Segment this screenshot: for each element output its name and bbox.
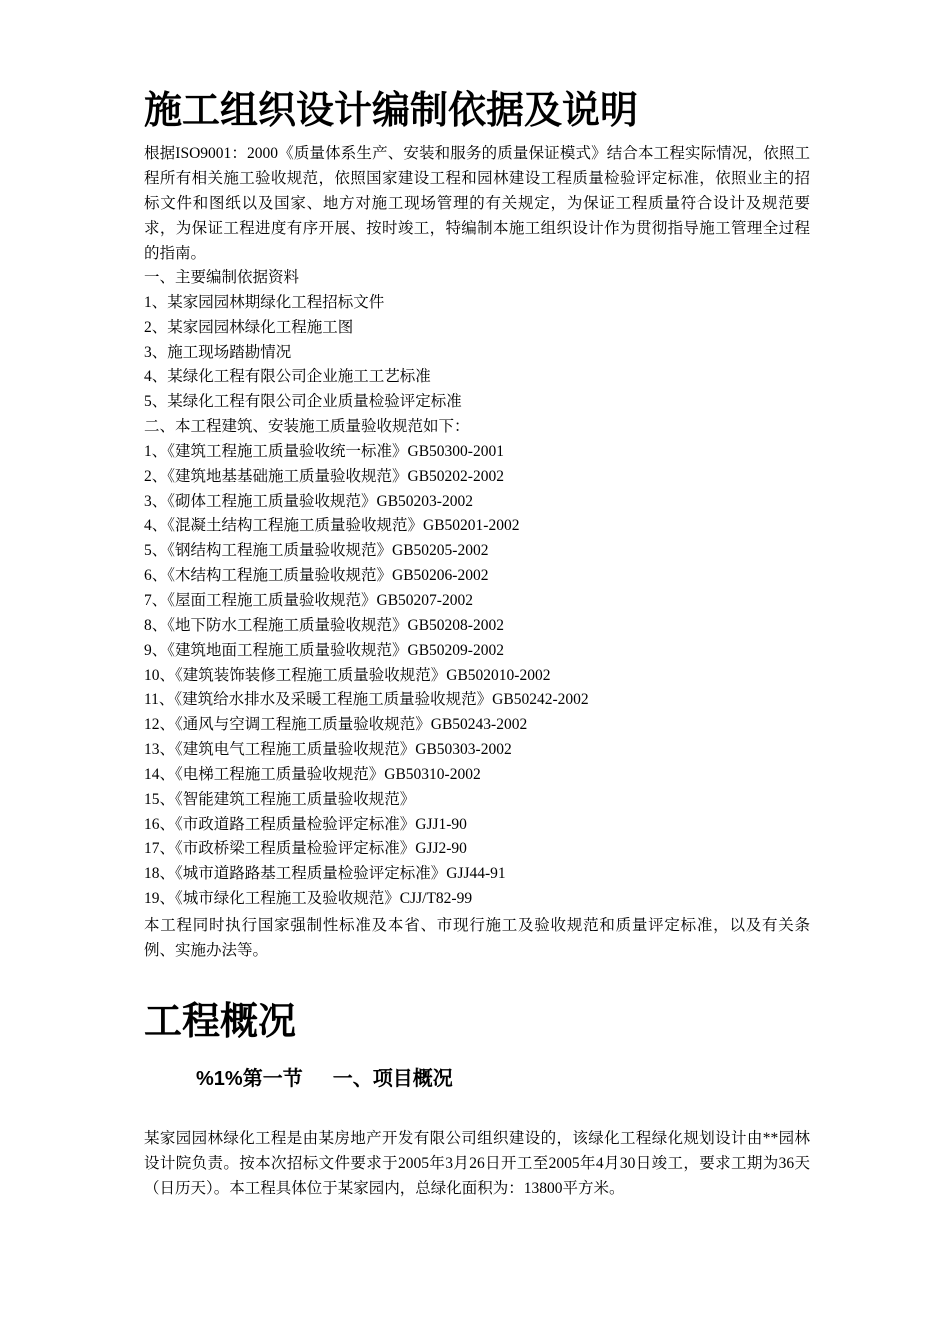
standard-item: 19、《城市绿化工程施工及验收规范》CJJ/T82-99 xyxy=(144,890,473,908)
subsection-number: %1%第一节 xyxy=(196,1068,303,1090)
standard-item: 10、《建筑装饰装修工程施工质量验收规范》GB502010-2002 xyxy=(144,666,551,684)
standard-item: 5、《钢结构工程施工质量验收规范》GB50205-2002 xyxy=(144,542,489,560)
standard-item: 18、《城市道路路基工程质量检验评定标准》GJJ44-91 xyxy=(144,865,506,883)
section-title-compilation-basis: 施工组织设计编制依据及说明 xyxy=(144,90,639,132)
subsection-heading xyxy=(196,1066,453,1092)
standard-item: 4、《混凝土结构工程施工质量验收规范》GB50201-2002 xyxy=(144,517,520,535)
standard-item: 9、《建筑地面工程施工质量验收规范》GB50209-2002 xyxy=(144,641,504,659)
basis-item: 4、某绿化工程有限公司企业施工工艺标准 xyxy=(144,368,431,386)
basis-item: 2、某家园园林绿化工程施工图 xyxy=(144,318,354,336)
standard-item: 8、《地下防水工程施工质量验收规范》GB50208-2002 xyxy=(144,616,504,634)
basis-heading: 一、主要编制依据资料 xyxy=(144,269,300,286)
basis-item: 3、施工现场踏勘情况 xyxy=(144,343,292,361)
standard-item: 2、《建筑地基基础施工质量验收规范》GB50202-2002 xyxy=(144,467,504,485)
standard-item: 15、《智能建筑工程施工质量验收规范》 xyxy=(144,790,416,808)
standard-item: 7、《屋面工程施工质量验收规范》GB50207-2002 xyxy=(144,591,473,609)
standard-item: 11、《建筑给水排水及采暖工程施工质量验收规范》GB50242-2002 xyxy=(144,691,589,709)
intro-paragraph: 根据ISO9001：2000《质量体系生产、安装和服务的质量保证模式》结合本工程实际情况，依照工程所有相关施工验收规范，依照国家建设工程和园林建设工程质量检验评定标准，依照业主的招标文件和图纸以及国家、地方对施工现场管理的有关规定，为保证工程质量符合设计及规范要求，为保证工程进度有序开展、按时竣工，特编制本施工组织设计作为贯彻指导施工管理全过程的指南。 xyxy=(144,145,810,262)
section-title-project-overview: 工程概况 xyxy=(144,1001,297,1043)
standard-item: 6、《木结构工程施工质量验收规范》GB50206-2002 xyxy=(144,567,489,585)
basis-item: 5、某绿化工程有限公司企业质量检验评定标准 xyxy=(144,393,462,411)
standard-item: 3、《砌体工程施工质量验收规范》GB50203-2002 xyxy=(144,492,473,510)
basis-item: 1、某家园园林期绿化工程招标文件 xyxy=(144,293,385,311)
subsection-title: 一、项目概况 xyxy=(332,1068,453,1090)
standard-item: 13、《建筑电气工程施工质量验收规范》GB50303-2002 xyxy=(144,741,512,759)
standard-item: 17、《市政桥梁工程质量检验评定标准》GJJ2-90 xyxy=(144,840,467,858)
standard-item: 16、《市政道路工程质量检验评定标准》GJJ1-90 xyxy=(144,815,467,833)
standard-item: 14、《电梯工程施工质量验收规范》GB50310-2002 xyxy=(144,765,481,783)
closing-paragraph: 本工程同时执行国家强制性标准及本省、市现行施工及验收规范和质量评定标准，以及有关条例、实施办法等。 xyxy=(144,917,810,959)
project-overview-paragraph: 某家园园林绿化工程是由某房地产开发有限公司组织建设的，该绿化工程绿化规划设计由**园林设计院负责。按本次招标文件要求于2005年3月26日开工至2005年4月30日竣工，要求工期为36天（日历天）。本工程具体位于某家园内，总绿化面积为：13800平方米。 xyxy=(144,1130,810,1197)
basis-and-standards-list xyxy=(144,266,810,912)
standard-item: 12、《通风与空调工程施工质量验收规范》GB50243-2002 xyxy=(144,716,528,734)
standards-heading: 二、本工程建筑、安装施工质量验收规范如下： xyxy=(144,418,470,436)
standard-item: 1、《建筑工程施工质量验收统一标准》GB50300-2001 xyxy=(144,442,504,460)
